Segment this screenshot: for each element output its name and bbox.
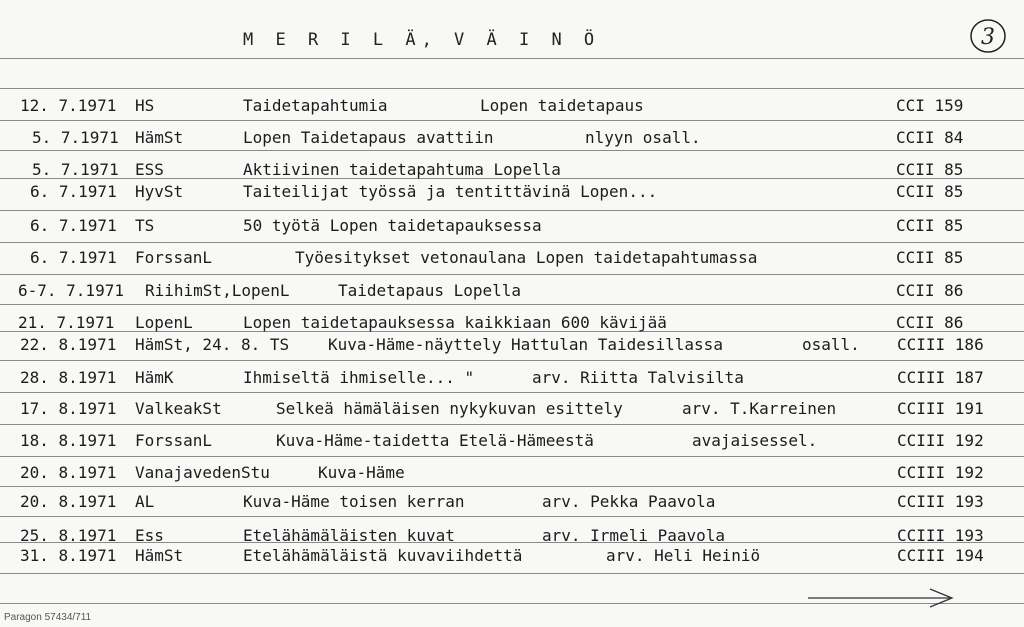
list-item [0, 215, 1024, 237]
entry-date: 5. 7.1971 [32, 160, 119, 179]
entry-source: HämSt [135, 546, 184, 565]
list-item [0, 334, 1024, 356]
entry-note: arv. Riitta Talvisilta [532, 368, 744, 387]
entry-ref: CCII 85 [896, 160, 964, 179]
entry-ref: CCII 85 [896, 182, 964, 201]
entry-source: HämSt, 24. 8. TS [135, 335, 290, 354]
entry-title: Selkeä hämäläisen nykykuvan esittely [276, 399, 623, 418]
entry-ref: CCIII 192 [897, 431, 984, 450]
entry-title: Kuva-Häme-taidetta Etelä-Hämeestä [276, 431, 594, 450]
entry-date: 18. 8.1971 [20, 431, 117, 450]
circle-number-icon [968, 16, 1008, 56]
card-number-circled [968, 16, 1008, 56]
entry-title: Etelähämäläisten kuvat [243, 526, 455, 545]
entry-ref: CCIII 194 [897, 546, 984, 565]
ruled-line [0, 120, 1024, 121]
entry-ref: CCIII 191 [897, 399, 984, 418]
entry-title: Kuva-Häme-näyttely Hattulan Taidesillassa [328, 335, 723, 354]
entry-date: 22. 8.1971 [20, 335, 117, 354]
entry-ref: CCIII 192 [897, 463, 984, 482]
entry-date: 5. 7.1971 [32, 128, 119, 147]
entry-ref: CCIII 193 [897, 492, 984, 511]
entry-source: HämSt [135, 128, 184, 147]
entry-note: avajaisessel. [692, 431, 818, 450]
entry-date: 21. 7.1971 [18, 313, 115, 332]
entry-title: Kuva-Häme [318, 463, 405, 482]
entry-date: 20. 8.1971 [20, 492, 117, 511]
continue-arrow-icon [806, 586, 956, 610]
entry-source: Ess [135, 526, 164, 545]
entry-note: arv. T.Karreinen [682, 399, 837, 418]
ruled-line [0, 150, 1024, 151]
entry-ref: CCII 86 [896, 313, 964, 332]
ruled-line [0, 456, 1024, 457]
entry-source: ESS [135, 160, 164, 179]
list-item [0, 127, 1024, 149]
entry-source: VanajavedenStu [135, 463, 270, 482]
entry-note: arv. Pekka Paavola [542, 492, 716, 511]
list-item [0, 159, 1024, 181]
entry-title: Etelähämäläistä kuvaviihdettä [243, 546, 523, 565]
entry-source: HämK [135, 368, 174, 387]
ruled-line [0, 210, 1024, 211]
entry-note: nlyyn osall. [585, 128, 701, 147]
entry-source: RiihimSt,LopenL [145, 281, 290, 300]
card-title: M E R I L Ä, V Ä I N Ö [243, 30, 601, 50]
ruled-line [0, 274, 1024, 275]
list-item [0, 491, 1024, 513]
ruled-line [0, 516, 1024, 517]
card-number-text: 3 [981, 25, 995, 50]
list-item [0, 247, 1024, 269]
entry-source: ForssanL [135, 248, 213, 267]
list-item [0, 398, 1024, 420]
ruled-line [0, 360, 1024, 361]
ruled-line [0, 242, 1024, 243]
entry-note: arv. Heli Heiniö [606, 546, 761, 565]
entry-note: arv. Irmeli Paavola [542, 526, 726, 545]
entry-date: 6. 7.1971 [30, 248, 117, 267]
ruled-line [0, 573, 1024, 574]
entry-source: ValkeakSt [135, 399, 222, 418]
entry-ref: CCII 86 [896, 281, 964, 300]
entry-date: 6. 7.1971 [30, 216, 117, 235]
entry-source: ForssanL [135, 431, 213, 450]
entry-title: Lopen taidetapauksessa kaikkiaan 600 kävijää [243, 313, 667, 332]
entry-title: Kuva-Häme toisen kerran [243, 492, 465, 511]
entry-date: 12. 7.1971 [20, 96, 117, 115]
entry-date: 6-7. 7.1971 [18, 281, 124, 300]
entry-date: 20. 8.1971 [20, 463, 117, 482]
entry-ref: CCI 159 [896, 96, 964, 115]
printer-imprint: Paragon 57434/711 [4, 612, 92, 623]
entry-source: HyvSt [135, 182, 184, 201]
entry-ref: CCII 85 [896, 248, 964, 267]
entry-date: 17. 8.1971 [20, 399, 117, 418]
list-item [0, 545, 1024, 567]
ruled-line [0, 88, 1024, 89]
entry-date: 28. 8.1971 [20, 368, 117, 387]
entry-title: Aktiivinen taidetapahtuma Lopella [243, 160, 561, 179]
ruled-line [0, 424, 1024, 425]
entry-ref: CCII 84 [896, 128, 964, 147]
entry-title: Lopen Taidetapaus avattiin [243, 128, 494, 147]
list-item [0, 280, 1024, 302]
entry-source: TS [135, 216, 155, 235]
ruled-line [0, 58, 1024, 59]
entry-title: Työesitykset vetonaulana Lopen taidetapahtumassa [295, 248, 758, 267]
list-item [0, 95, 1024, 117]
list-item [0, 367, 1024, 389]
entry-note: Lopen taidetapaus [480, 96, 644, 115]
ruled-line [0, 392, 1024, 393]
ruled-line [0, 486, 1024, 487]
entry-date: 31. 8.1971 [20, 546, 117, 565]
list-item [0, 525, 1024, 547]
entry-ref: CCII 85 [896, 216, 964, 235]
entry-source: AL [135, 492, 155, 511]
entry-note: osall. [802, 335, 860, 354]
ruled-line [0, 304, 1024, 305]
entry-source: HS [135, 96, 155, 115]
entry-title: Taidetapahtumia [243, 96, 388, 115]
entry-source: LopenL [135, 313, 193, 332]
entry-title: Taidetapaus Lopella [338, 281, 522, 300]
entry-date: 25. 8.1971 [20, 526, 117, 545]
entry-title: Ihmiseltä ihmiselle... " [243, 368, 475, 387]
list-item [0, 312, 1024, 334]
list-item [0, 181, 1024, 203]
entry-ref: CCIII 193 [897, 526, 984, 545]
entry-title: 50 työtä Lopen taidetapauksessa [243, 216, 542, 235]
list-item [0, 430, 1024, 452]
entry-ref: CCIII 186 [897, 335, 984, 354]
entry-title: Taiteilijat työssä ja tentittävinä Lopen... [243, 182, 658, 201]
list-item [0, 462, 1024, 484]
entry-date: 6. 7.1971 [30, 182, 117, 201]
entry-ref: CCIII 187 [897, 368, 984, 387]
